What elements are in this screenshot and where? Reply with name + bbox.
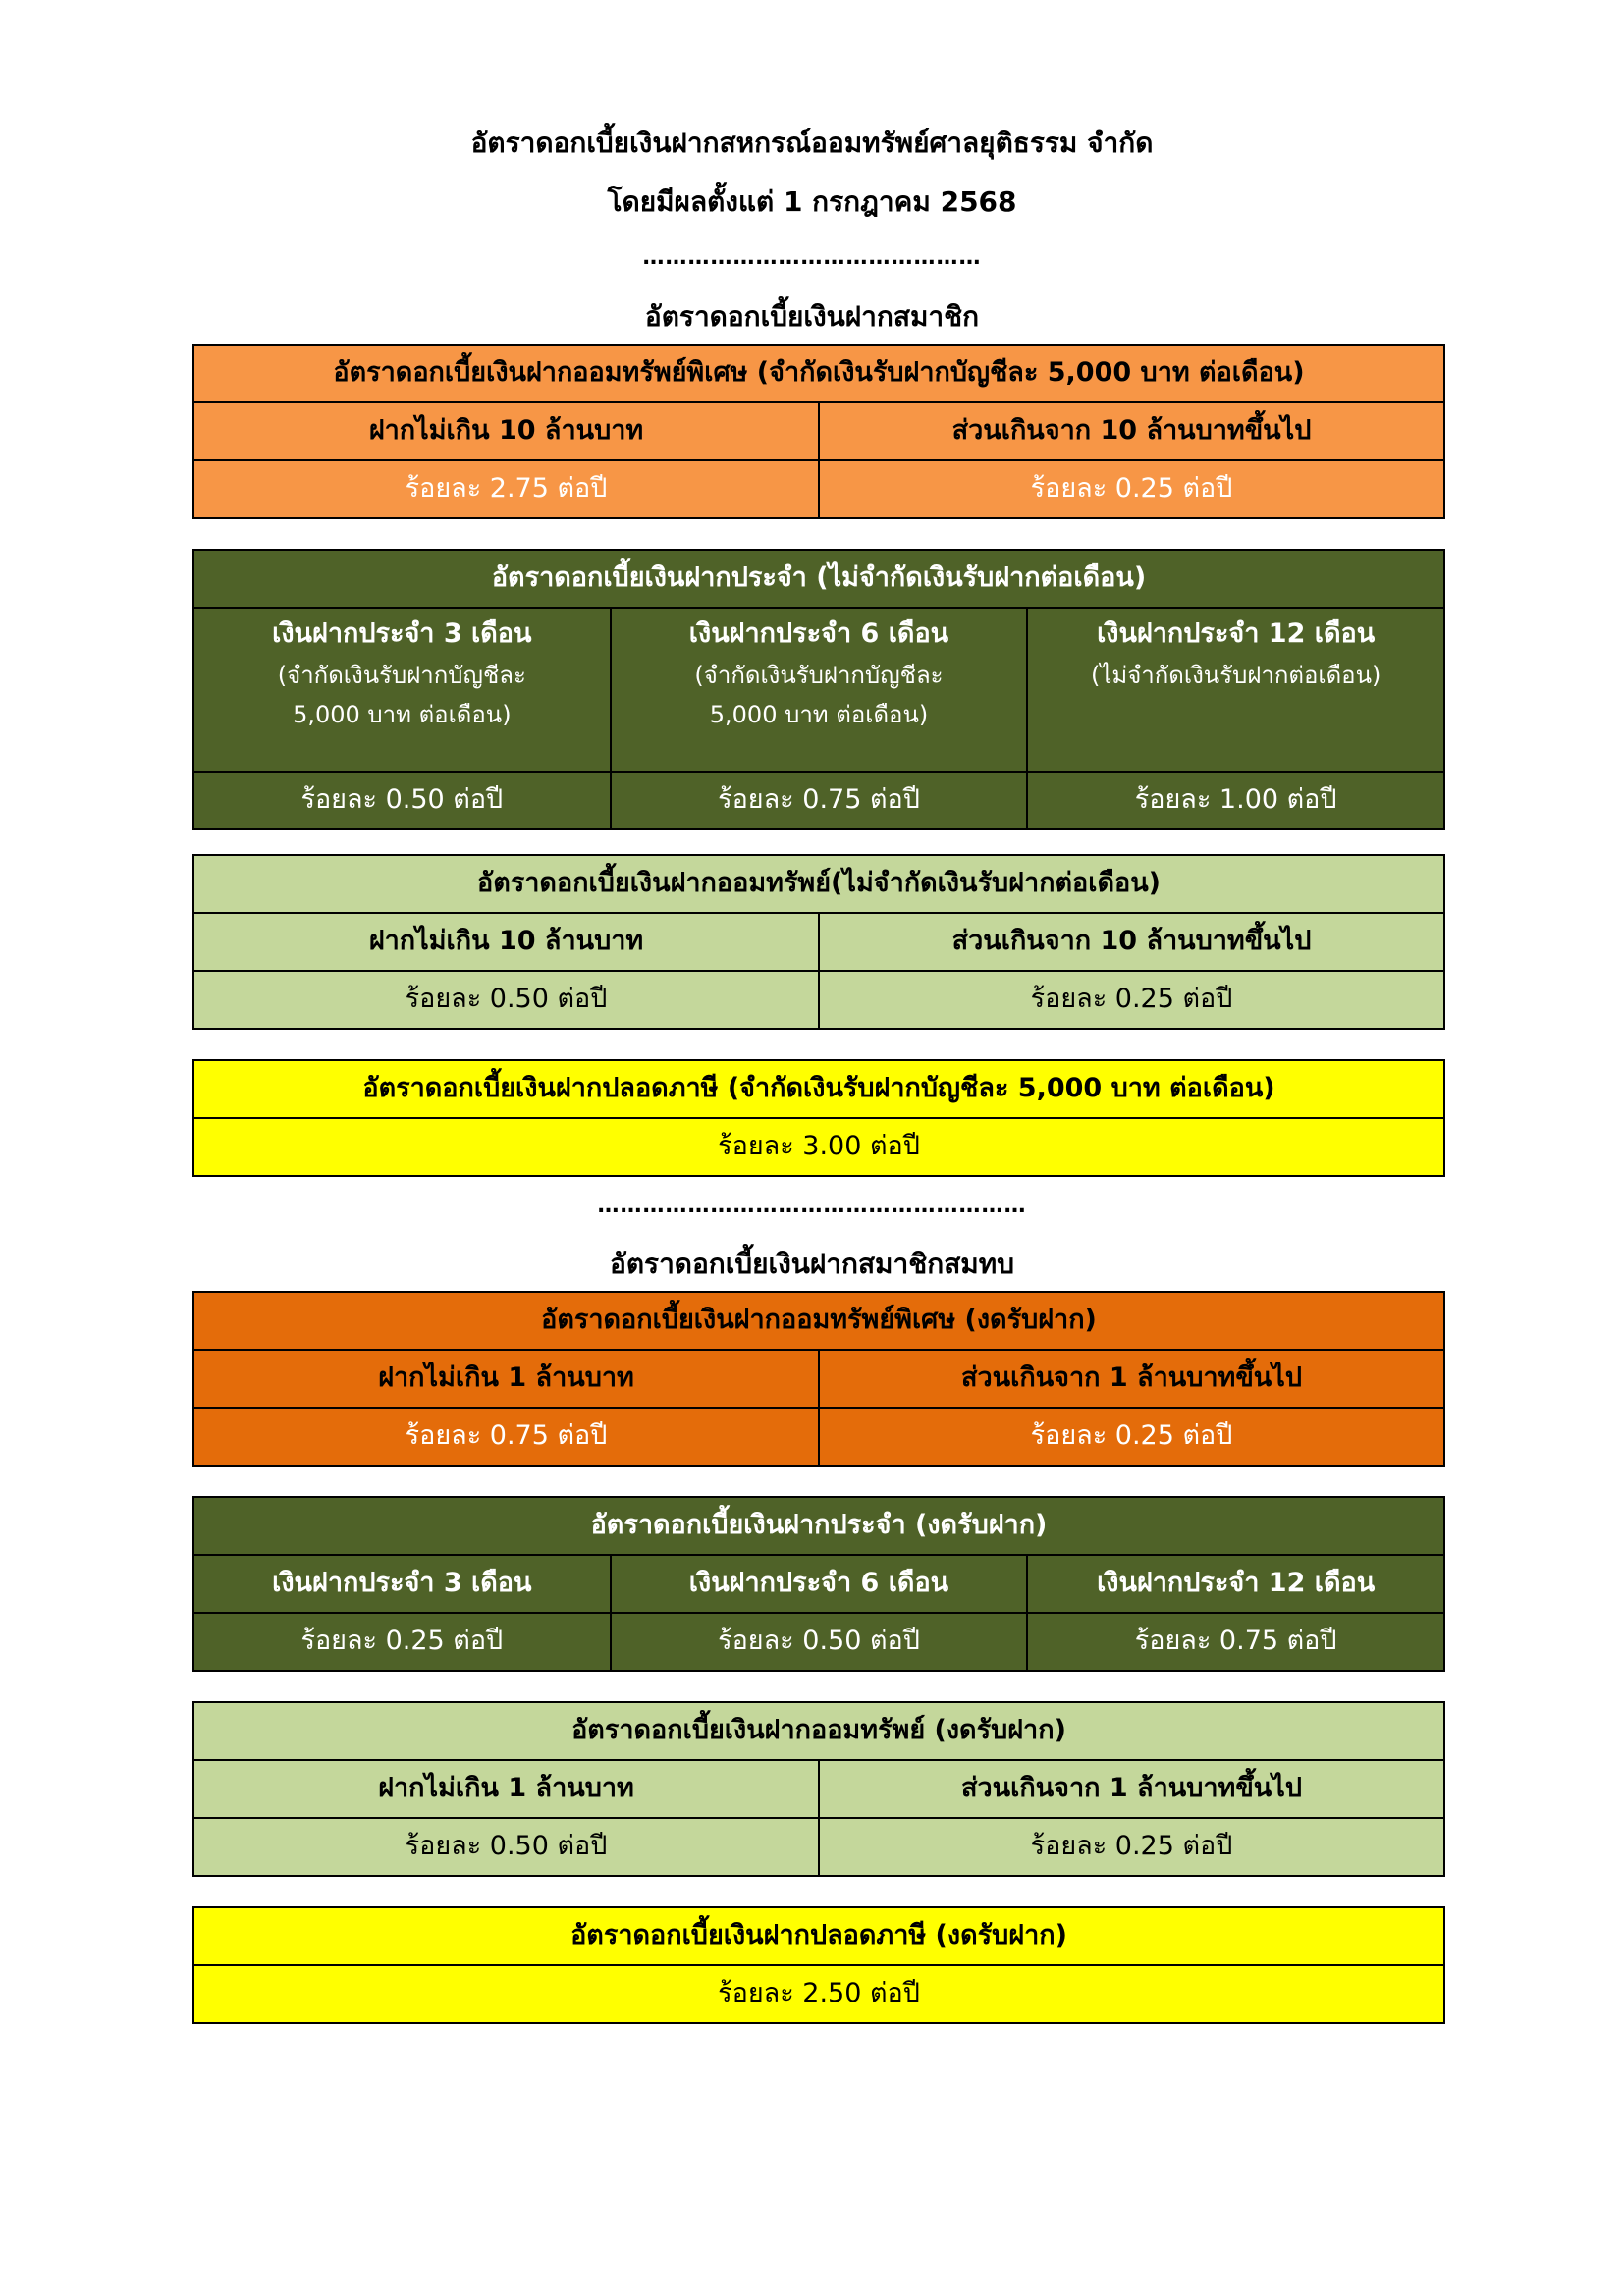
- rate-cell: ร้อยละ 0.50 ต่อปี: [193, 1818, 819, 1876]
- effective-date: โดยมีผลตั้งแต่ 1 กรกฎาคม 2568: [607, 186, 1017, 218]
- table-title: อัตราดอกเบี้ยเงินฝากประจำ (ไม่จำกัดเงินรับฝากต่อเดือน): [193, 550, 1444, 608]
- associates-fixed-deposit-table: [192, 1496, 1445, 1672]
- column-label: เงินฝากประจำ 12 เดือน: [1097, 618, 1376, 649]
- column-note: (จำกัดเงินรับฝากบัญชีละ: [277, 662, 526, 690]
- rate-cell: ร้อยละ 0.25 ต่อปี: [819, 971, 1444, 1029]
- column-label: เงินฝากประจำ 3 เดือน: [272, 618, 532, 649]
- column-note: (จำกัดเงินรับฝากบัญชีละ: [694, 662, 944, 690]
- rate-cell: ร้อยละ 0.25 ต่อปี: [193, 1613, 611, 1671]
- column-header: เงินฝากประจำ 3 เดือน: [193, 1555, 611, 1613]
- members-section-title: อัตราดอกเบี้ยเงินฝากสมาชิก: [644, 300, 980, 333]
- table-title: อัตราดอกเบี้ยเงินฝากออมทรัพย์ (งดรับฝาก): [193, 1702, 1444, 1760]
- rate-cell: ร้อยละ 1.00 ต่อปี: [1027, 772, 1444, 829]
- rate-cell: ร้อยละ 0.75 ต่อปี: [1027, 1613, 1444, 1671]
- associates-section-title: อัตราดอกเบี้ยเงินฝากสมาชิกสมทบ: [610, 1248, 1014, 1280]
- column-label: เงินฝากประจำ 6 เดือน: [688, 618, 949, 649]
- rate-cell: ร้อยละ 0.50 ต่อปี: [193, 971, 819, 1029]
- dotted-separator: …………………………………………………: [597, 1194, 1027, 1218]
- associates-tax-free-table: [192, 1906, 1445, 2024]
- table-title: อัตราดอกเบี้ยเงินฝากออมทรัพย์(ไม่จำกัดเงินรับฝากต่อเดือน): [193, 855, 1444, 913]
- rate-cell: ร้อยละ 0.25 ต่อปี: [819, 1818, 1444, 1876]
- table-title: อัตราดอกเบี้ยเงินฝากออมทรัพย์พิเศษ (จำกัดเงินรับฝากบัญชีละ 5,000 บาท ต่อเดือน): [193, 345, 1444, 402]
- members-savings-table: [192, 854, 1445, 1030]
- column-header: [1027, 608, 1444, 772]
- column-note: (ไม่จำกัดเงินรับฝากต่อเดือน): [1090, 662, 1381, 690]
- document-title: อัตราดอกเบี้ยเงินฝากสหกรณ์ออมทรัพย์ศาลยุติธรรม จำกัด: [470, 127, 1154, 159]
- table-title: อัตราดอกเบี้ยเงินฝากออมทรัพย์พิเศษ (งดรับฝาก): [193, 1292, 1444, 1350]
- column-header: ส่วนเกินจาก 10 ล้านบาทขึ้นไป: [819, 402, 1444, 460]
- column-header: ฝากไม่เกิน 10 ล้านบาท: [193, 402, 819, 460]
- column-header: ฝากไม่เกิน 1 ล้านบาท: [193, 1350, 819, 1408]
- associates-savings-table: [192, 1701, 1445, 1877]
- table-title: อัตราดอกเบี้ยเงินฝากปลอดภาษี (จำกัดเงินรับฝากบัญชีละ 5,000 บาท ต่อเดือน): [193, 1060, 1444, 1118]
- column-header: เงินฝากประจำ 6 เดือน: [611, 1555, 1028, 1613]
- column-header: [193, 608, 611, 772]
- members-fixed-deposit-table: [192, 549, 1445, 830]
- members-special-savings-table: [192, 344, 1445, 519]
- column-header: ส่วนเกินจาก 1 ล้านบาทขึ้นไป: [819, 1350, 1444, 1408]
- column-header: ฝากไม่เกิน 1 ล้านบาท: [193, 1760, 819, 1818]
- column-header: ฝากไม่เกิน 10 ล้านบาท: [193, 913, 819, 971]
- rate-cell: ร้อยละ 0.25 ต่อปี: [819, 460, 1444, 518]
- rate-cell: ร้อยละ 0.25 ต่อปี: [819, 1408, 1444, 1466]
- rate-cell: ร้อยละ 2.50 ต่อปี: [193, 1965, 1444, 2023]
- table-title: อัตราดอกเบี้ยเงินฝากปลอดภาษี (งดรับฝาก): [193, 1907, 1444, 1965]
- associates-special-savings-table: [192, 1291, 1445, 1467]
- column-header: ส่วนเกินจาก 10 ล้านบาทขึ้นไป: [819, 913, 1444, 971]
- column-header: [611, 608, 1028, 772]
- column-header: ส่วนเกินจาก 1 ล้านบาทขึ้นไป: [819, 1760, 1444, 1818]
- dotted-separator: ………………………………………: [642, 245, 982, 270]
- column-note: 5,000 บาท ต่อเดือน): [709, 700, 929, 728]
- table-title: อัตราดอกเบี้ยเงินฝากประจำ (งดรับฝาก): [193, 1497, 1444, 1555]
- rate-cell: ร้อยละ 0.50 ต่อปี: [611, 1613, 1028, 1671]
- rate-cell: ร้อยละ 2.75 ต่อปี: [193, 460, 819, 518]
- rate-cell: ร้อยละ 0.50 ต่อปี: [193, 772, 611, 829]
- column-header: เงินฝากประจำ 12 เดือน: [1027, 1555, 1444, 1613]
- members-tax-free-table: [192, 1059, 1445, 1177]
- rate-cell: ร้อยละ 0.75 ต่อปี: [611, 772, 1028, 829]
- rate-cell: ร้อยละ 3.00 ต่อปี: [193, 1118, 1444, 1176]
- rate-cell: ร้อยละ 0.75 ต่อปี: [193, 1408, 819, 1466]
- column-note: 5,000 บาท ต่อเดือน): [293, 700, 512, 728]
